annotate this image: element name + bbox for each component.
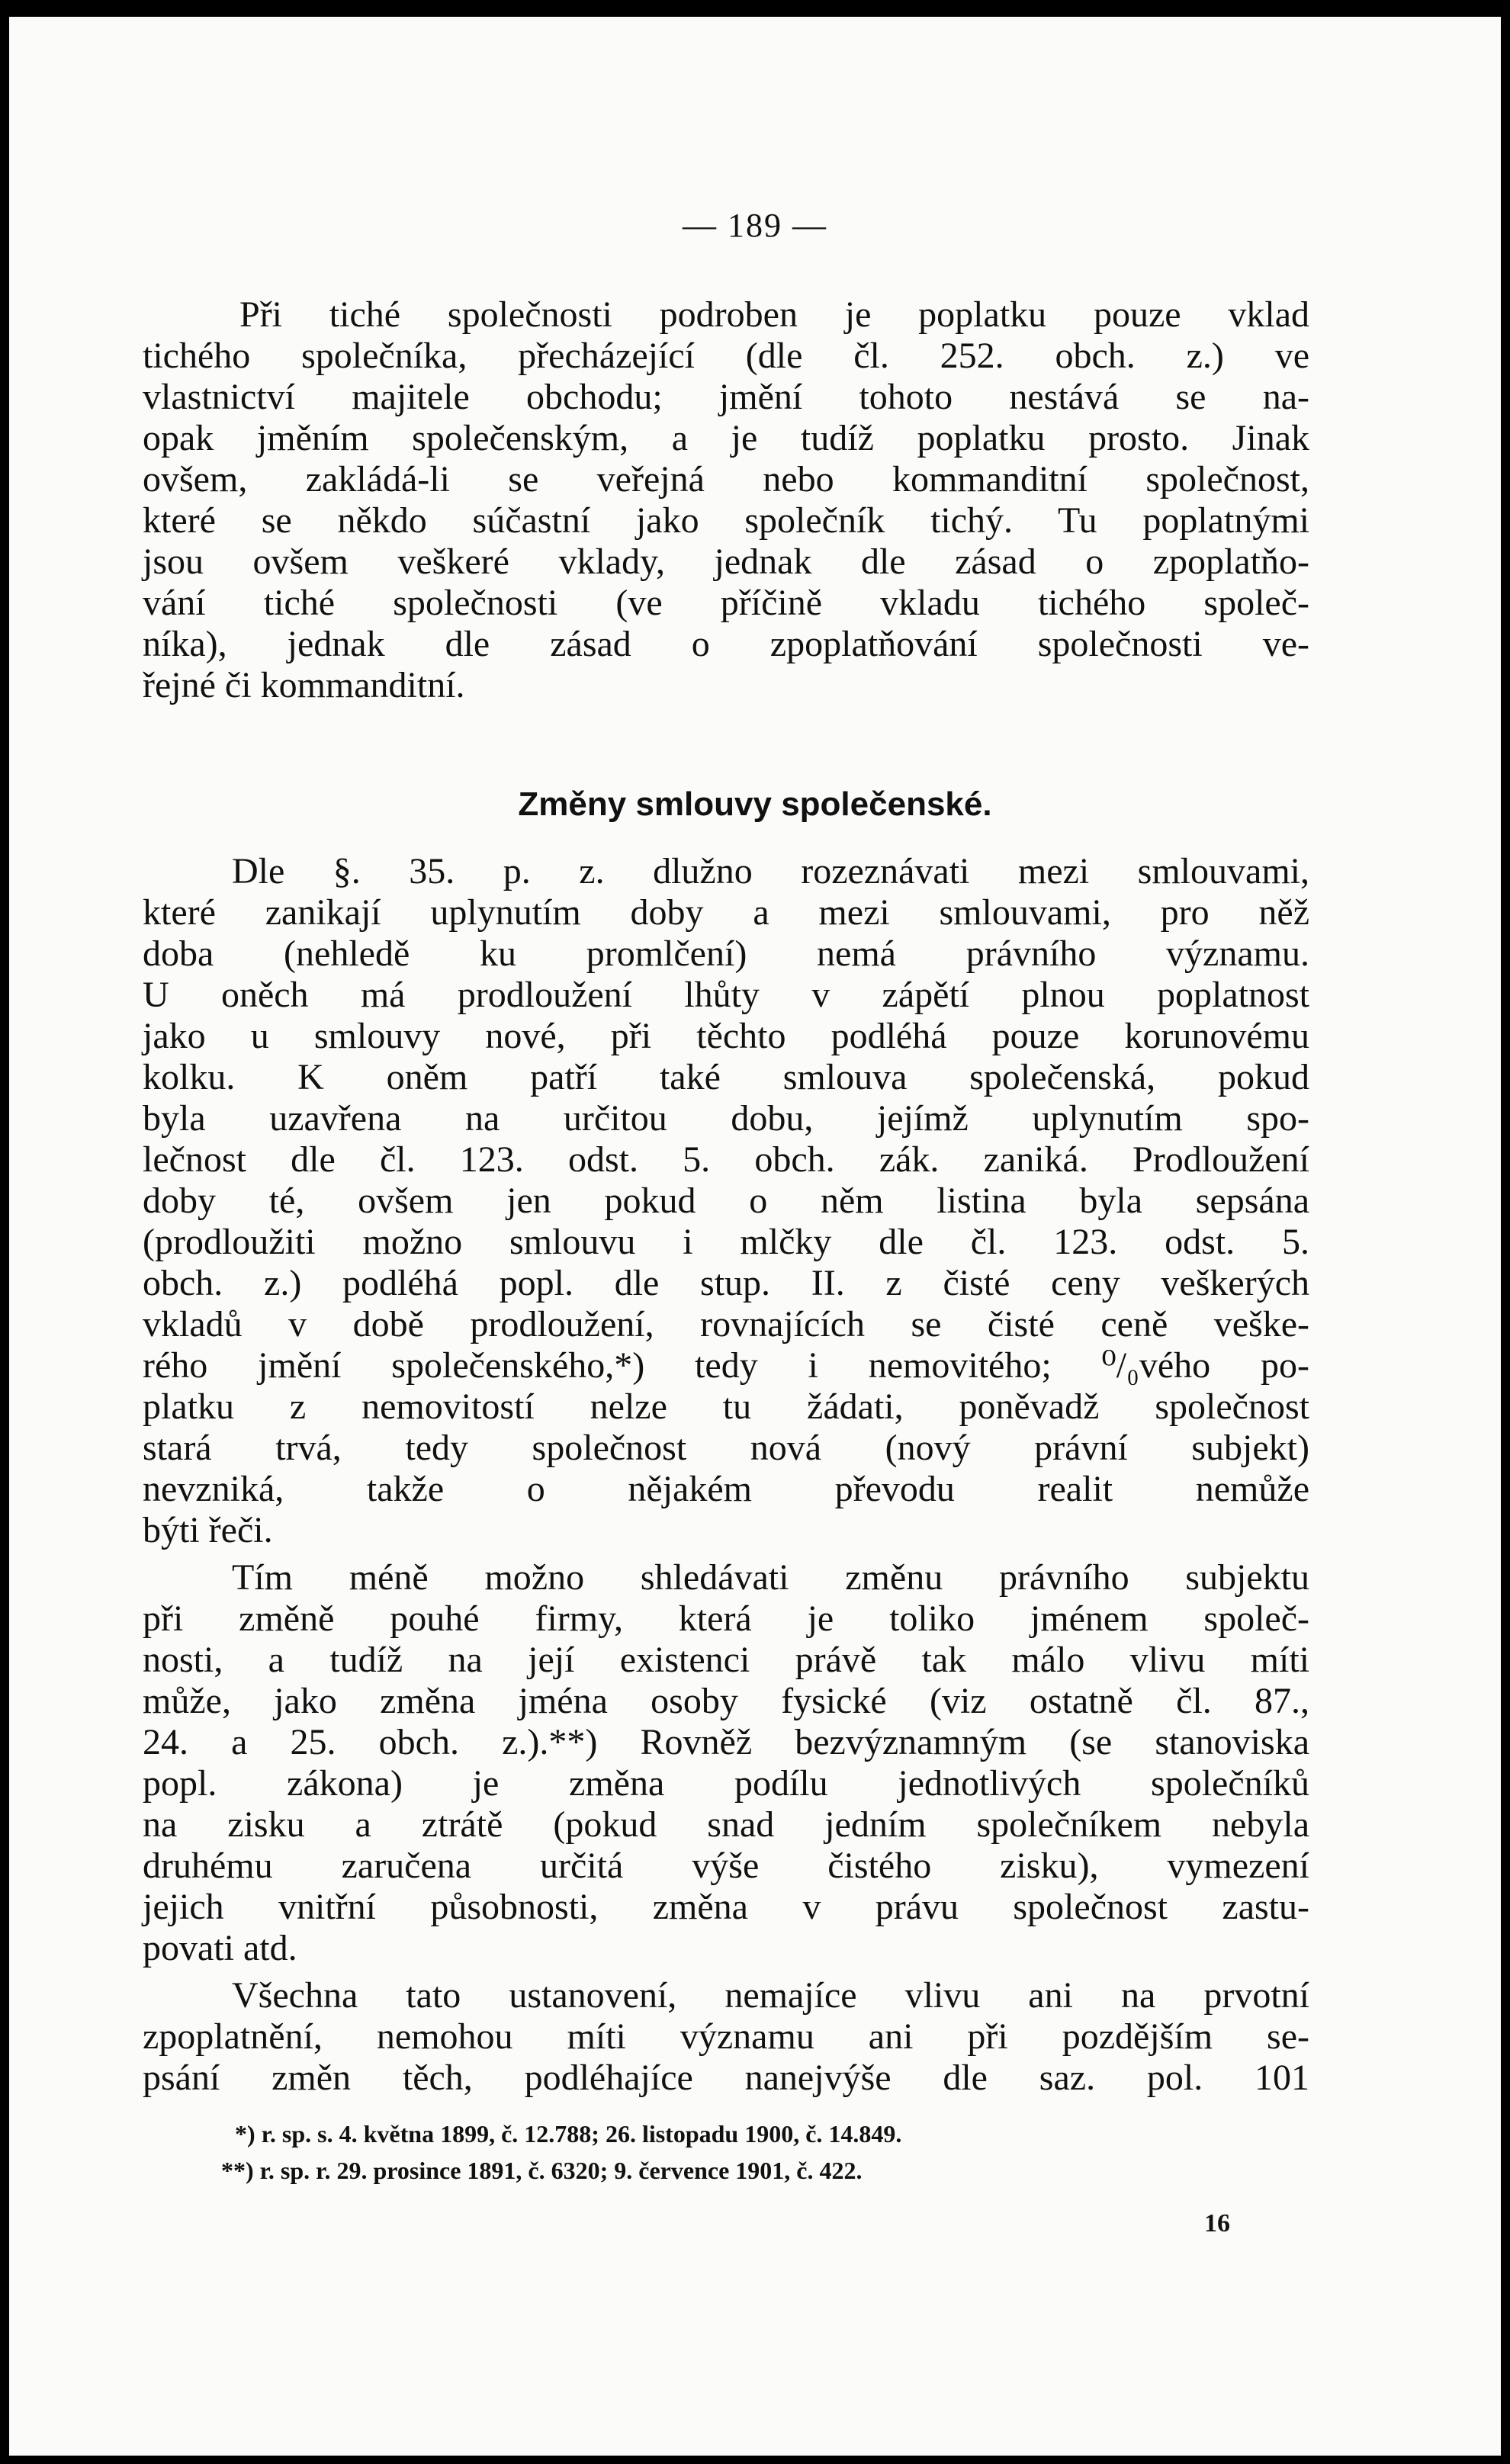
footnote: **) r. sp. r. 29. prosince 1891, č. 6320; 9. července 1901, č. 422. xyxy=(221,2157,863,2184)
text-line: níka), jednak dle zásad o zpoplatňování společnosti ve- xyxy=(143,624,1309,664)
text-line: psání změn těch, podléhajíce nanejvýše dle saz. pol. 101 xyxy=(143,2058,1309,2098)
text-line: popl. zákona) je změna podílu jednotlivých společníků xyxy=(143,1763,1309,1804)
text-line: Všechna tato ustanovení, nemajíce vlivu ani na prvotní xyxy=(232,1975,1309,2016)
text-line: vání tiché společnosti (ve příčině vkladu tichého společ- xyxy=(143,583,1309,623)
text-line: jako u smlouvy nové, při těchto podléhá pouze korunovému xyxy=(143,1016,1309,1056)
text-line: byla uzavřena na určitou dobu, jejímž uplynutím spo- xyxy=(143,1098,1309,1139)
page-number: — 189 — xyxy=(683,207,827,244)
signature-mark: 16 xyxy=(1204,2209,1230,2238)
text-line: Dle §. 35. p. z. dlužno rozeznávati mezi smlouvami, xyxy=(232,851,1309,891)
book-page xyxy=(9,17,1501,2456)
text-line: Při tiché společnosti podroben je poplatku pouze vklad xyxy=(239,294,1309,335)
text-line: nevzniká, takže o nějakém převodu realit nemůže xyxy=(143,1469,1309,1509)
text-line: zpoplatnění, nemohou míti významu ani při pozdějším se- xyxy=(143,2016,1309,2057)
footnote: *) r. sp. s. 4. května 1899, č. 12.788; 26. listopadu 1900, č. 14.849. xyxy=(235,2120,902,2148)
text-line: povati atd. xyxy=(143,1928,297,1968)
text-line: při změně pouhé firmy, která je toliko jménem společ- xyxy=(143,1598,1309,1639)
text-line: stará trvá, tedy společnost nová (nový právní subjekt) xyxy=(143,1428,1309,1468)
text-line: doba (nehledě ku promlčení) nemá právního významu. xyxy=(143,933,1309,974)
text-line: rého jmění společenského,*) tedy i nemovitého; ⁰/₀vého po- xyxy=(143,1345,1309,1386)
text-line: které se někdo súčastní jako společník tichý. Tu poplatnými xyxy=(143,500,1309,541)
text-line: může, jako změna jména osoby fysické (viz ostatně čl. 87., xyxy=(143,1681,1309,1721)
text-line: U oněch má prodloužení lhůty v zápětí plnou poplatnost xyxy=(143,975,1309,1015)
text-line: ovšem, zakládá-li se veřejná nebo kommanditní společnost, xyxy=(143,459,1309,500)
text-line: doby té, ovšem jen pokud o něm listina byla sepsána xyxy=(143,1181,1309,1221)
text-line: řejné či kommanditní. xyxy=(143,665,465,705)
text-line: které zanikají uplynutím doby a mezi smlouvami, pro něž xyxy=(143,892,1309,933)
section-heading: Změny smlouvy společenské. xyxy=(518,785,992,823)
text-line: platku z nemovitostí nelze tu žádati, poněvadž společnost xyxy=(143,1386,1309,1427)
text-line: kolku. K oněm patří také smlouva společenská, pokud xyxy=(143,1057,1309,1097)
text-line: nosti, a tudíž na její existenci právě tak málo vlivu míti xyxy=(143,1640,1309,1680)
text-line: tichého společníka, přecházející (dle čl. 252. obch. z.) ve xyxy=(143,336,1309,376)
text-line: vlastnictví majitele obchodu; jmění tohoto nestává se na- xyxy=(143,377,1309,417)
text-line: lečnost dle čl. 123. odst. 5. obch. zák. zaniká. Prodloužení xyxy=(143,1139,1309,1180)
text-line: opak jměním společenským, a je tudíž poplatku prosto. Jinak xyxy=(143,418,1309,458)
text-line: obch. z.) podléhá popl. dle stup. II. z čisté ceny veškerých xyxy=(143,1263,1309,1303)
text-line: (prodloužiti možno smlouvu i mlčky dle čl. 123. odst. 5. xyxy=(143,1222,1309,1262)
text-line: 24. a 25. obch. z.).**) Rovněž bezvýznamným (se stanoviska xyxy=(143,1722,1309,1762)
text-line: vkladů v době prodloužení, rovnajících se čisté ceně veške- xyxy=(143,1304,1309,1344)
text-line: jejich vnitřní působnosti, změna v právu společnost zastu- xyxy=(143,1887,1309,1927)
text-line: býti řeči. xyxy=(143,1510,273,1550)
text-line: druhému zaručena určitá výše čistého zisku), vymezení xyxy=(143,1846,1309,1886)
text-line: Tím méně možno shledávati změnu právního subjektu xyxy=(232,1557,1309,1598)
text-line: jsou ovšem veškeré vklady, jednak dle zásad o zpoplatňo- xyxy=(143,541,1309,582)
text-line: na zisku a ztrátě (pokud snad jedním společníkem nebyla xyxy=(143,1804,1309,1845)
